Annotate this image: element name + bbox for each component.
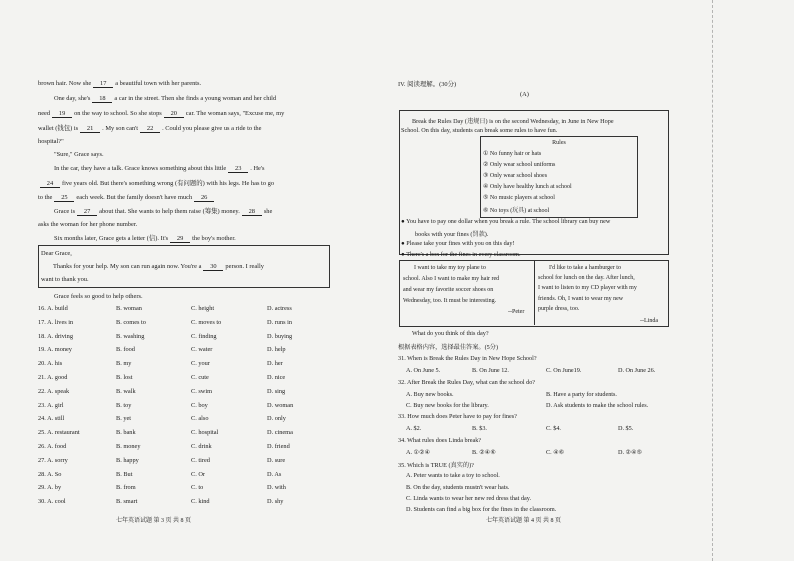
option-cell: D. with (267, 484, 286, 492)
binding-edge (712, 0, 714, 561)
option-cell: C. height (191, 305, 215, 312)
rule-item: ⑥ No toys (玩具) at school (483, 208, 550, 214)
linda-line: I want to listen to my CD player with my (538, 285, 637, 291)
q34-d: D. ②④⑤ (618, 449, 643, 456)
bullet-1-cont: books with your fines (罚款). (415, 231, 489, 238)
option-cell: D. woman (267, 401, 294, 409)
linda-line: school for lunch on the day. After lunch, (538, 275, 635, 281)
option-cell: 25. A. restaurant (38, 429, 80, 437)
option-cell: D. help (267, 346, 286, 354)
blank-19: 19 (52, 111, 72, 118)
option-cell: C. cute (191, 374, 209, 381)
rule-item: ② Only wear school uniforms (483, 162, 556, 168)
option-cell: D. friend (267, 443, 290, 450)
q35-d: D. Students can find a big box for the fines in the classroom. (406, 506, 557, 513)
option-cell: 19. A. money (38, 346, 72, 354)
q31: 31. When is Break the Rules Day in New Hope School? (398, 355, 537, 362)
option-cell: C. swim (191, 387, 212, 395)
text-line: 24 five years old. But there's something wrong (有问题的) with his legs. He has to go (38, 181, 274, 188)
after-letter: Grace feels so good to help others. (54, 293, 143, 300)
blank-27: 27 (77, 209, 97, 216)
intro-line2: School. On this day, students can break some rules to have fun. (401, 127, 558, 134)
option-cell: C. tired (191, 456, 210, 464)
option-cell: 17. A. lives in (38, 318, 74, 326)
q32: 32. After Break the Rules Day, what can the school do? (398, 379, 536, 386)
bullet-3: ● There's a box for the fines in every classroom. (401, 251, 521, 258)
option-cell: D. nice (267, 374, 286, 381)
rule-item: ③ Only wear school shoes (483, 173, 548, 179)
option-cell: D. buying (267, 332, 293, 340)
option-cell: 23. A. girl (38, 401, 64, 409)
rules-title: Rules (552, 140, 566, 146)
text-line: "Sure," Grace says. (54, 151, 104, 158)
q34: 34. What rules does Linda break? (398, 437, 482, 444)
blank-30: 30 (203, 263, 223, 271)
rules-box (480, 136, 638, 218)
right-footer: 七年英语试题 第 4 页 共 8 页 (486, 518, 562, 524)
option-cell: D. cinema (267, 429, 293, 437)
option-cell: 16. A. build (38, 305, 68, 312)
option-cell: B. yet (116, 415, 132, 423)
q35-b: B. On the day, students mustn't wear hats. (406, 484, 510, 491)
letter-body: Thanks for your help. My son can run again now. You're a 30 person. I really (53, 263, 264, 270)
option-cell: 30. A. cool (38, 498, 66, 506)
option-cell: B. washing (116, 332, 145, 340)
text-line: Six months later, Grace gets a letter (信). It's 29 the boy's mother. (54, 235, 236, 242)
linda-line: purple dress, too. (538, 306, 580, 312)
blank-22: 22 (140, 126, 160, 133)
option-cell: D. runs in (267, 318, 293, 326)
blank-21: 21 (80, 126, 100, 133)
blank-26: 26 (194, 195, 214, 202)
option-cell: B. toy (116, 401, 132, 409)
blank-20: 20 (164, 111, 184, 118)
q33-a: A. $2. (406, 425, 422, 432)
option-cell: C. to (191, 484, 204, 492)
testimonials-divider (534, 260, 535, 325)
linda-line: I'd like to take a hamburger to (549, 265, 621, 271)
option-cell: 27. A. sorry (38, 456, 68, 464)
bullet-2: ● Please take your fines with you on this day! (401, 240, 515, 247)
q34-a: A. ①②④ (406, 449, 431, 456)
text-line: In the car, they have a talk. Grace knows something about this little 23 . He's (54, 165, 265, 172)
option-cell: B. food (116, 346, 135, 354)
box-question: What do you think of this day? (412, 330, 489, 337)
option-cell: C. moves to (191, 318, 222, 326)
q35-a: A. Peter wants to take a toy to school. (406, 472, 500, 479)
blank-25: 25 (54, 195, 74, 202)
option-cell: 24. A. still (38, 415, 65, 423)
linda-line: friends. Oh, I want to wear my new (538, 296, 624, 302)
option-cell: D. sure (267, 456, 286, 464)
letter-box (38, 245, 330, 288)
option-cell: 18. A. driving (38, 332, 73, 340)
blank-18: 18 (92, 96, 112, 103)
option-cell: B. comes to (116, 318, 146, 326)
option-cell: D. sing (267, 387, 286, 395)
option-cell: C. your (191, 360, 210, 368)
rule-item: ⑤ No music players at school (483, 195, 555, 201)
rule-item: ① No funny hair or hats (483, 151, 542, 157)
option-cell: C. hospital (191, 429, 219, 437)
option-cell: B. from (116, 484, 136, 492)
option-cell: D. actress (267, 305, 292, 312)
text-line: hospital?" (38, 138, 64, 145)
linda-signature: --Linda (640, 318, 658, 324)
q31-c: C. On June19. (546, 367, 582, 374)
blank-28: 28 (242, 209, 262, 216)
q33-c: C. $4. (546, 425, 561, 432)
instruction: 根据表格内容，选择最佳答案。(5分) (398, 344, 499, 351)
option-cell: B. But (116, 470, 133, 478)
blank-23: 23 (228, 166, 248, 173)
q33-d: D. $5. (618, 425, 634, 432)
text-line: One day, she's 18 a car in the street. Then she finds a young woman and her child (54, 95, 277, 102)
option-cell: B. happy (116, 456, 139, 464)
text-line: brown hair. Now she 17 a beautiful town with her parents. (38, 80, 202, 87)
option-cell: C. Or (191, 470, 205, 478)
q33: 33. How much does Peter have to pay for fines? (398, 413, 517, 420)
option-cell: 20. A. his (38, 360, 63, 368)
option-cell: C. drink (191, 443, 212, 450)
option-cell: D. As (267, 470, 282, 478)
peter-line: and wear my favorite soccer shoes on (403, 287, 494, 293)
blank-29: 29 (170, 236, 190, 243)
q32-b: B. Have a party for students. (546, 391, 617, 398)
option-cell: B. my (116, 360, 132, 368)
section-title: IV. 阅读理解。(30分) (398, 81, 457, 88)
option-cell: C. finding (191, 332, 217, 340)
option-cell: B. woman (116, 305, 142, 312)
q32-a: A. Buy new books. (406, 391, 454, 398)
option-cell: B. bank (116, 429, 136, 437)
peter-line: I want to take my toy plane to (414, 265, 486, 271)
q35: 35. Which is TRUE (真实的)? (398, 462, 474, 469)
peter-line: Wednesday, too. It must be interesting. (403, 298, 497, 304)
option-cell: D. only (267, 415, 286, 423)
text-line: Grace is 27 about that. She wants to help them raise (筹集) money. 28 she (54, 208, 273, 215)
option-cell: B. money (116, 443, 141, 450)
q35-c: C. Linda wants to wear her new red dress that day. (406, 495, 532, 502)
option-cell: C. water (191, 346, 213, 354)
option-cell: D. her (267, 360, 283, 368)
q32-d: D. Ask students to make the school rules. (546, 402, 649, 409)
left-footer: 七年英语试题 第 3 页 共 8 页 (116, 518, 192, 524)
text-line: need 19 on the way to school. So she stops 20 car. The woman says, "Excuse me, my (38, 110, 285, 117)
option-cell: C. boy (191, 401, 208, 409)
q33-b: B. $3. (472, 425, 487, 432)
q34-b: B. ②④⑥ (472, 449, 496, 456)
text-line: asks the woman for her phone number. (38, 221, 138, 228)
blank-17: 17 (93, 81, 113, 88)
peter-line: school. Also I want to make my hair red (403, 276, 500, 282)
option-cell: C. kind (191, 498, 210, 506)
option-cell: C. also (191, 415, 209, 423)
letter-salutation: Dear Grace, (41, 250, 72, 257)
q31-b: B. On June 12. (472, 367, 509, 374)
option-cell: 21. A. good (38, 374, 68, 381)
part-label: (A) (520, 91, 529, 98)
intro-line1: Break the Rules Day (违规日) is on the second Wednesday, in June in New Hope (412, 118, 614, 125)
option-cell: 29. A. by (38, 484, 62, 492)
q31-a: A. On June 5. (406, 367, 441, 374)
option-cell: D. shy (267, 498, 284, 506)
blank-24: 24 (40, 181, 60, 188)
option-cell: B. smart (116, 498, 138, 506)
option-cell: 26. A. food (38, 443, 67, 450)
option-cell: 28. A. So (38, 470, 62, 478)
option-cell: 22. A. speak (38, 387, 70, 395)
q31-d: D. On June 26. (618, 367, 656, 374)
text-line: wallet (钱包) is 21 . My son can't 22 . Could you please give us a ride to the (38, 125, 262, 132)
q32-c: C. Buy new books for the library. (406, 402, 489, 409)
rule-item: ④ Only have healthy lunch at school (483, 184, 572, 190)
text-line: to the 25 each week. But the family doesn't have much 26 (38, 195, 216, 202)
peter-signature: --Peter (508, 309, 525, 315)
bullet-1: ● You have to pay one dollar when you break a rule. The school library can buy new (401, 218, 611, 225)
q34-c: C. ④⑥ (546, 449, 565, 456)
option-cell: B. lost (116, 374, 133, 381)
letter-line3: want to thank you. (41, 276, 89, 283)
option-cell: B. walk (116, 387, 136, 395)
